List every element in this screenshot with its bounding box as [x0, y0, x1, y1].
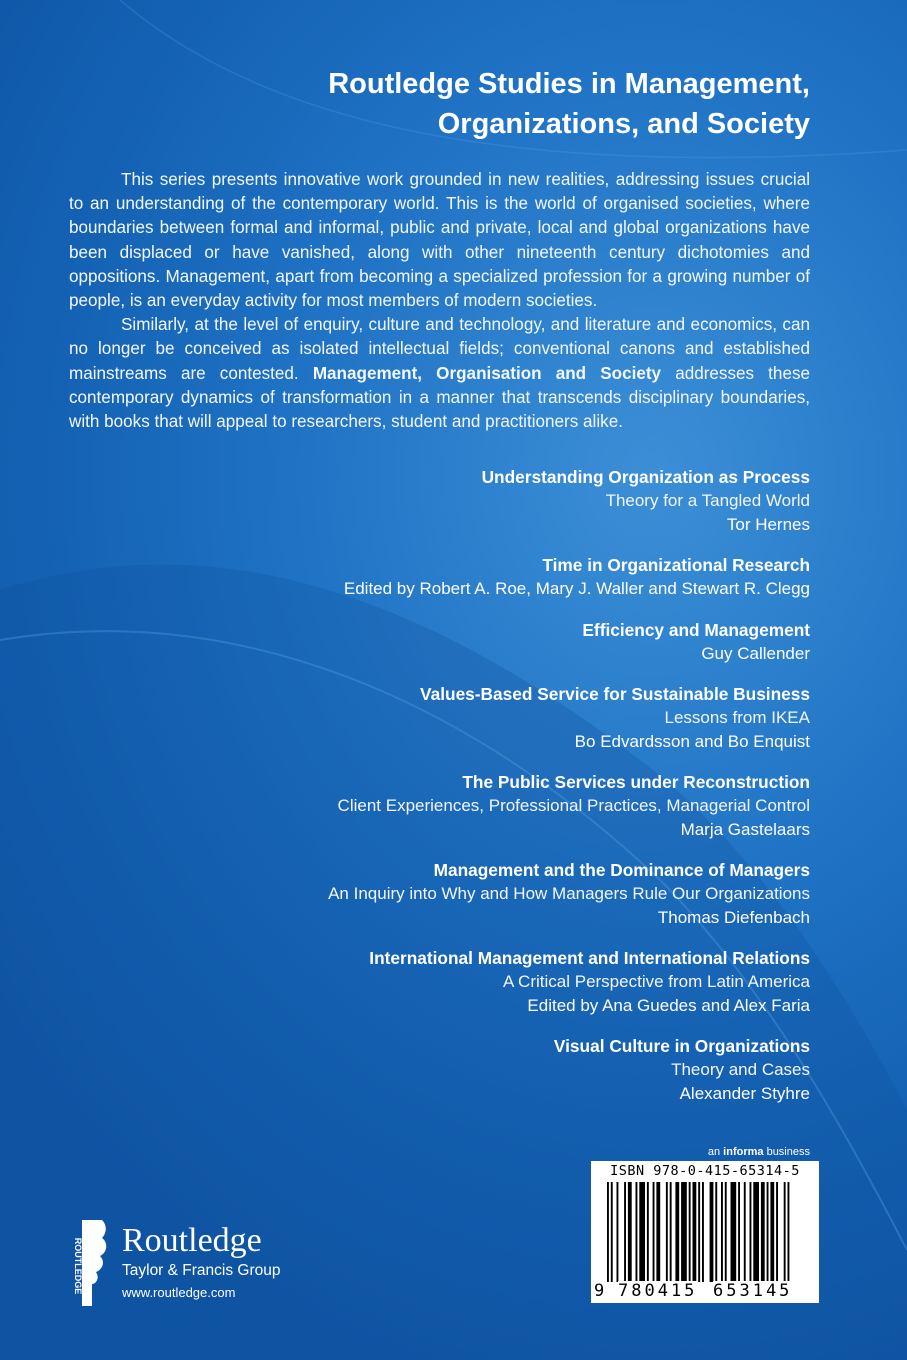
- book-list: [170, 465, 810, 1122]
- book-title: Management and the Dominance of Managers: [433, 860, 810, 880]
- barcode-bar: [731, 1182, 737, 1282]
- routledge-vertical-text: ROUTLEDGE: [73, 1237, 83, 1295]
- book-title: Understanding Organization as Process: [481, 467, 810, 487]
- book-subtitle: An Inquiry into Why and How Managers Rule Our Organizations: [328, 884, 810, 903]
- description-series-name: Management, Organisation and Society: [312, 363, 662, 383]
- book-author: Tor Hernes: [726, 514, 810, 534]
- barcode-bar: [776, 1182, 778, 1282]
- book-entry: [170, 946, 810, 1017]
- book-title: The Public Services under Reconstruction: [462, 772, 810, 792]
- informa-prefix: an: [707, 1146, 724, 1158]
- description-paragraph-2: [69, 313, 810, 434]
- book-subtitle: Theory and Cases: [671, 1060, 810, 1079]
- series-title: [110, 64, 810, 144]
- barcode-bar: [738, 1182, 740, 1282]
- publisher-url: www.routledge.com: [122, 1285, 236, 1300]
- book-subtitle: Lessons from IKEA: [664, 708, 810, 727]
- book-subtitle: A Critical Perspective from Latin America: [502, 972, 810, 991]
- book-entry: [170, 1034, 810, 1105]
- book-author: Edited by Robert A. Roe, Mary J. Waller and Stewart R. Clegg: [343, 579, 810, 598]
- barcode-digit-first: 9: [594, 1281, 605, 1301]
- isbn-barcode: [591, 1161, 819, 1303]
- book-author: Alexander Styhre: [679, 1083, 810, 1103]
- book-author: Edited by Ana Guedes and Alex Faria: [527, 995, 810, 1015]
- series-title-line2: Organizations, and Society: [437, 108, 810, 140]
- description-paragraph-2-end: addresses these contemporary dynamics of transformation in a manner that transcends disciplinary boundaries, with books that will appeal to researchers, student and practitioners alike.: [69, 363, 811, 432]
- barcode-bar: [675, 1182, 679, 1282]
- book-entry: [170, 858, 810, 929]
- barcode-bar: [750, 1182, 752, 1282]
- barcode-bar: [761, 1182, 765, 1282]
- barcode-bar: [636, 1182, 638, 1282]
- barcode-bar: [767, 1182, 769, 1282]
- routledge-logo: [62, 1218, 322, 1308]
- book-entry: [170, 682, 810, 753]
- barcode-bars: [607, 1182, 807, 1282]
- book-author: Bo Edvardsson and Bo Enquist: [574, 731, 810, 751]
- barcode-bar: [611, 1182, 613, 1282]
- barcode-bar: [770, 1182, 774, 1282]
- book-title: Time in Organizational Research: [542, 555, 810, 575]
- barcode-bar: [653, 1182, 655, 1282]
- book-author: Thomas Diefenbach: [657, 907, 810, 927]
- barcode-bar: [628, 1182, 632, 1282]
- barcode-bar: [681, 1182, 687, 1282]
- barcode-bar: [670, 1182, 672, 1282]
- barcode-bar: [715, 1182, 717, 1282]
- book-author: Marja Gastelaars: [680, 819, 810, 839]
- barcode-bar: [753, 1182, 759, 1282]
- barcode-bar: [607, 1182, 609, 1282]
- book-entry: [170, 465, 810, 536]
- book-entry: [170, 618, 810, 666]
- barcode-bar: [647, 1182, 649, 1282]
- book-entry: [170, 553, 810, 601]
- book-subtitle: Theory for a Tangled World: [605, 491, 810, 510]
- book-entry: [170, 770, 810, 841]
- barcode-bar: [617, 1182, 619, 1282]
- book-title: Visual Culture in Organizations: [553, 1036, 810, 1056]
- barcode-bar: [656, 1182, 660, 1282]
- series-title-line1: Routledge Studies in Management,: [328, 68, 810, 100]
- series-description: [69, 168, 810, 434]
- barcode-bar: [744, 1182, 746, 1282]
- barcode-bar: [698, 1182, 700, 1282]
- barcode-bar: [639, 1182, 645, 1282]
- barcode-digit-group1: 780415: [618, 1281, 698, 1301]
- informa-brand: informa: [723, 1146, 764, 1158]
- informa-suffix: business: [763, 1146, 810, 1158]
- informa-business-tag: [708, 1145, 810, 1159]
- book-title: Efficiency and Management: [582, 619, 810, 640]
- barcode-bar: [666, 1182, 668, 1282]
- publisher-group: Taylor & Francis Group: [122, 1262, 281, 1279]
- barcode-bar: [725, 1182, 727, 1282]
- barcode-bar: [710, 1182, 714, 1282]
- barcode-bar: [702, 1182, 704, 1282]
- book-title: International Management and International Relations: [369, 948, 810, 968]
- description-paragraph-2-start: Similarly, at the level of enquiry, culture and technology, and literature and economics, can no longer be conceived as isolated intellectual fields; conventional canons and established mainstreams are contested.: [69, 315, 810, 383]
- publisher-name: Routledge: [122, 1222, 262, 1259]
- barcode-bar: [689, 1182, 691, 1282]
- description-paragraph-1: This series presents innovative work grounded in new realities, addressing issues crucial to an understanding of the contemporary world. This is the world of organised societies, where boundaries between formal and informal, public and private, local and global organizations have been displaced or have vanished, along with other nineteenth century dichotomies and oppositions. Management, apart from becoming a specialized profession for a growing number of people, is an everyday activity for most members of modern societies.: [69, 170, 810, 311]
- book-title: Values-Based Service for Sustainable Business: [420, 684, 810, 704]
- barcode-bar: [788, 1182, 790, 1282]
- barcode-bar: [784, 1182, 786, 1282]
- book-author: Guy Callender: [701, 643, 810, 663]
- isbn-label: ISBN 978-0-415-65314-5: [610, 1163, 800, 1179]
- book-subtitle: Client Experiences, Professional Practices, Managerial Control: [337, 796, 810, 815]
- routledge-profile-mark: [62, 1218, 114, 1308]
- barcode-digit-group2: 653145: [713, 1281, 793, 1301]
- barcode-bar: [721, 1182, 723, 1282]
- barcode-bar: [624, 1182, 626, 1282]
- barcode-bar: [693, 1182, 697, 1282]
